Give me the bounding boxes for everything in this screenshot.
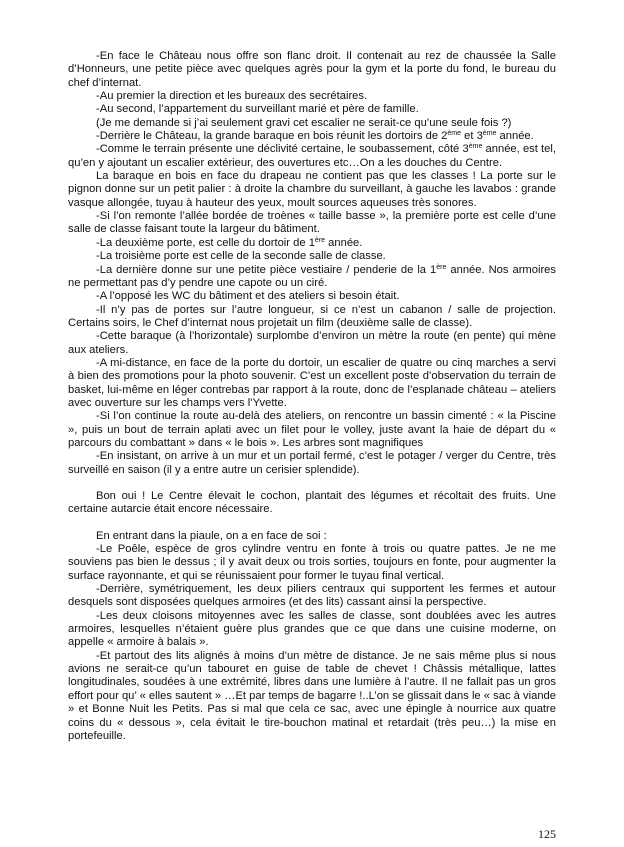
paragraph: -En face le Château nous offre son flanc droit. Il contenait au rez de chaussée la Salle d’Honneurs, une petite pièce avec quelques agrès pour la gym et la porte du fond, le bureau du chef d’internat.	[68, 50, 556, 89]
paragraph: -Si l’on continue la route au-delà des ateliers, on rencontre un bassin cimenté : « la Piscine », puis un bout de terrain aplati avec un filet pour le volley, juste avant la haie de départ du « parcours du combattant » dans « le bois ». Les arbres sont magnifiques	[68, 410, 556, 449]
paragraph: -Les deux cloisons mitoyennes avec les salles de classe, sont doublées avec les autres armoires, lesquelles n’étaient guère plus grandes que ce que dans une cuisine moderne, on appelle « armoire à balais ».	[68, 609, 556, 649]
paragraph: -Derrière le Château, la grande baraque en bois réunit les dortoirs de 2ème et 3ème année.	[96, 130, 534, 143]
document-body	[68, 50, 556, 743]
paragraph: -La troisième porte est celle de la seconde salle de classe.	[96, 250, 386, 263]
paragraph: -Au second, l’appartement du surveillant marié et père de famille.	[96, 103, 419, 116]
paragraph: La baraque en bois en face du drapeau ne contient pas que les classes ! La porte sur le pignon donne sur un petit palier : à droite la chambre du surveillant, à gauche les lavabos : grande vasque allongée, tuyau à hauteur des yeux, moult sources aqueuses très sonores.	[68, 170, 556, 209]
paragraph: -Si l’on remonte l’allée bordée de troènes « taille basse », la première porte est celle d’une salle de classe faisant toute la largeur du bâtiment.	[68, 210, 556, 236]
paragraph: -La dernière donne sur une petite pièce vestiaire / penderie de la 1ère année. Nos armoires ne permettant pas d’y pendre une capote ou un ciré.	[68, 263, 556, 289]
paragraph: -Au premier la direction et les bureaux des secrétaires.	[96, 90, 368, 103]
paragraph: -A l’opposé les WC du bâtiment et des ateliers si besoin était.	[96, 290, 400, 303]
paragraph: -Le Poêle, espèce de gros cylindre ventru en fonte à trois ou quatre pattes. Je ne me souviens pas bien le dessus ; il y avait deux ou trois sorties, toujours en fonte, pour augmenter la surface rayonnante, et qui se réunissaient pour former le tuyau final vertical.	[68, 543, 556, 582]
paragraph: -La deuxième porte, est celle du dortoir de 1ère année.	[96, 236, 363, 249]
blank-line	[68, 477, 556, 490]
paragraph: -En insistant, on arrive à un mur et un portail fermé, c’est le potager / verger du Centre, très surveillé en saison (il y a entre autre un cerisier splendide).	[68, 450, 556, 476]
paragraph: -Comme le terrain présente une déclivité certaine, le soubassement, côté 3ème année, est tel, qu’en y ajoutant un escalier extérieur, des ouvertures etc…On a les douches du Centre.	[68, 143, 556, 169]
paragraph: -Et partout des lits alignés à moins d’un mètre de distance. Je ne sais même plus si nous avions ne serait-ce qu’un tabouret en guise de table de chevet ! Châssis métallique, lattes longitudinales, soudées à une extrémité, libres dans une lumière à l’autre. Il ne fallait pas un gros effort pour qu’ « elles sautent » …Et par temps de bagarre !..L’on se glissait dans le « sac à viande » et Bonne Nuit les Petits. Pas si mal que cela ce sac, avec une épingle à nourrice aux quatre coins du « dessous », cela évitait le tire-bouchon matinal et retardait (très peu…) la mise en portefeuille.	[68, 649, 556, 742]
blank-line	[68, 517, 556, 530]
paragraph: Bon oui ! Le Centre élevait le cochon, plantait des légumes et récoltait des fruits. Une certaine autarcie était encore nécessaire.	[68, 490, 556, 516]
page-number: 125	[538, 827, 556, 841]
paragraph: -Il n’y pas de portes sur l’autre longueur, si ce n’est un cabanon / salle de projection. Certains soirs, le Chef d’internat nous projetait un film (deuxième salle de classe).	[68, 303, 556, 329]
paragraph: -A mi-distance, en face de la porte du dortoir, un escalier de quatre ou cinq marches a servi à bien des promotions pour la photo souvenir. C’est un excellent poste d’observation du terrain de basket, lui-même en léger contrebas par rapport à la route, donc de l’esplanade château – ateliers avec ouverture sur les champs vers l’Yvette.	[68, 356, 556, 409]
paragraph: En entrant dans la piaule, on a en face de soi :	[96, 529, 327, 542]
paragraph: (Je me demande si j’ai seulement gravi cet escalier ne serait-ce qu’une seule fois ?)	[96, 116, 512, 129]
paragraph: -Cette baraque (à l’horizontale) surplombe d’environ un mètre la route (en pente) qui mène aux ateliers.	[68, 330, 556, 356]
paragraph: -Derrière, symétriquement, les deux piliers centraux qui supportent les fermes et autour desquels sont disposées quelques armoires (et des lits) cassant ainsi la perspective.	[68, 583, 556, 609]
